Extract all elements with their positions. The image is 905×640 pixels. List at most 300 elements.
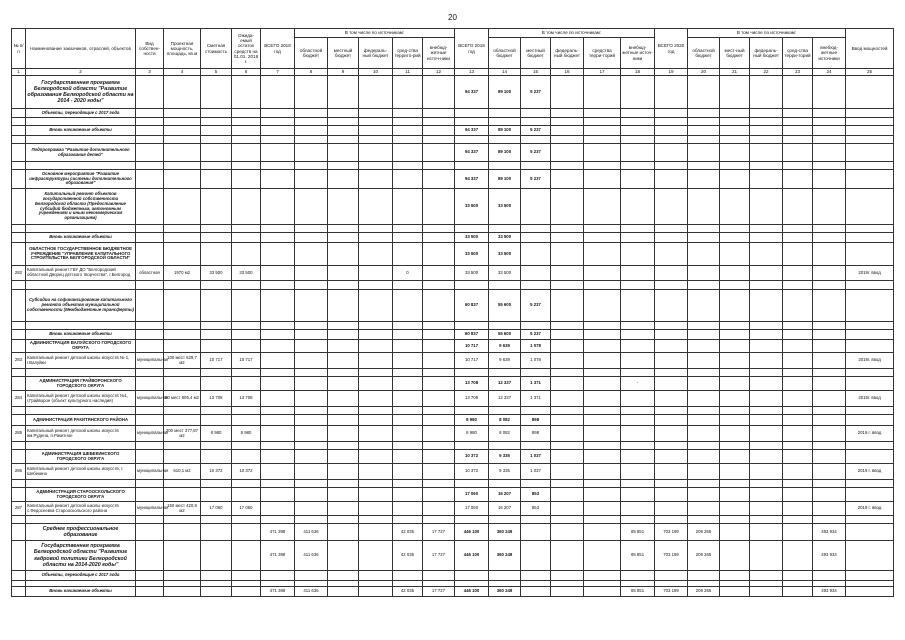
table-cell: Вновь начинаемые объекты <box>26 330 136 340</box>
column-number: 6 <box>232 69 261 76</box>
table-cell <box>720 322 750 330</box>
table-cell <box>846 189 894 225</box>
table-cell <box>846 480 894 488</box>
table-cell <box>584 330 621 340</box>
table-cell <box>750 144 783 162</box>
table-cell: Вновь начинаемые объекты <box>26 587 136 597</box>
table-cell <box>393 502 423 516</box>
table-cell <box>551 340 584 353</box>
header-capacity: Проектная мощность, площадь, кв.м <box>164 29 201 69</box>
table-cell <box>423 162 455 170</box>
table-cell <box>164 243 201 266</box>
table-cell: 13 708 <box>232 391 261 407</box>
table-cell <box>261 266 295 281</box>
table-cell <box>423 189 455 225</box>
table-row <box>12 290 894 322</box>
table-cell: 9 639 <box>489 340 521 353</box>
table-cell <box>295 136 328 144</box>
table-cell: 200 мест 377,87 м2 <box>164 426 201 442</box>
table-cell <box>783 76 813 109</box>
table-cell <box>359 243 393 266</box>
header-s2020-regional: областной бюджет <box>688 38 720 69</box>
table-cell: Капитальный ремонт детской школы искусств им.Рудена, п.Ракитное <box>26 426 136 442</box>
table-cell: 1 037 <box>521 450 551 464</box>
table-cell <box>551 587 584 597</box>
table-cell <box>584 144 621 162</box>
table-cell <box>359 126 393 136</box>
table-cell: 360 249 <box>489 587 521 597</box>
table-cell <box>328 353 359 369</box>
table-cell <box>423 391 455 407</box>
header-total-2019: ВСЕГО 2019 год <box>455 29 489 69</box>
table-cell <box>261 330 295 340</box>
table-cell <box>136 377 164 391</box>
table-cell <box>783 136 813 144</box>
table-cell <box>521 233 551 243</box>
table-cell <box>688 391 720 407</box>
table-cell <box>201 162 232 170</box>
table-cell <box>655 162 688 170</box>
table-cell <box>489 516 521 524</box>
table-cell: муниципальная <box>136 464 164 480</box>
table-cell <box>328 488 359 502</box>
column-number: 4 <box>164 69 201 76</box>
table-cell <box>393 464 423 480</box>
table-cell <box>12 415 26 426</box>
table-cell <box>393 516 423 524</box>
column-number: 9 <box>328 69 359 76</box>
table-cell <box>328 377 359 391</box>
table-row <box>12 118 894 126</box>
table-cell <box>813 266 846 281</box>
table-row <box>12 109 894 118</box>
header-cost: Сметная стоимость <box>201 29 232 69</box>
table-cell <box>261 281 295 290</box>
table-cell <box>201 330 232 340</box>
column-number: 2 <box>26 69 136 76</box>
header-s2020-federal: федераль-ный бюджет <box>750 38 783 69</box>
table-cell <box>423 407 455 415</box>
table-cell <box>584 442 621 450</box>
table-cell <box>846 170 894 189</box>
table-cell: 33 500 <box>201 266 232 281</box>
table-row <box>12 450 894 464</box>
table-cell <box>846 587 894 597</box>
table-cell <box>201 541 232 571</box>
table-cell <box>359 266 393 281</box>
table-cell <box>846 442 894 450</box>
table-cell <box>26 118 136 126</box>
table-cell: 17 060 <box>232 502 261 516</box>
table-cell <box>455 516 489 524</box>
table-cell: 10 717 <box>455 340 489 353</box>
page-number: 20 <box>448 13 457 22</box>
table-cell <box>328 571 359 581</box>
table-cell <box>813 426 846 442</box>
column-number: 14 <box>489 69 521 76</box>
table-cell <box>521 480 551 488</box>
table-cell <box>393 243 423 266</box>
table-cell: АДМИНИСТРАЦИЯ ШЕБЕКИНСКОГО ГОРОДСКОГО ОКРУГА <box>26 450 136 464</box>
table-cell: 10 372 <box>455 450 489 464</box>
table-cell <box>551 442 584 450</box>
table-cell <box>584 233 621 243</box>
table-cell <box>621 109 655 118</box>
table-cell <box>393 330 423 340</box>
table-cell <box>584 480 621 488</box>
table-cell: Объекты, переходящие с 2017 года <box>26 571 136 581</box>
table-cell <box>584 170 621 189</box>
table-cell <box>720 426 750 442</box>
table-cell <box>295 144 328 162</box>
table-cell <box>846 369 894 377</box>
table-cell <box>136 290 164 322</box>
table-cell <box>12 442 26 450</box>
table-cell: 360 249 <box>489 524 521 541</box>
table-cell <box>846 524 894 541</box>
table-cell <box>359 322 393 330</box>
table-cell: 17 060 <box>455 488 489 502</box>
table-cell <box>359 426 393 442</box>
table-cell <box>359 340 393 353</box>
table-cell <box>232 76 261 109</box>
table-cell <box>521 109 551 118</box>
table-cell <box>295 126 328 136</box>
table-cell <box>783 330 813 340</box>
table-cell <box>423 109 455 118</box>
table-cell <box>750 290 783 322</box>
table-cell <box>720 290 750 322</box>
table-cell <box>261 162 295 170</box>
table-cell <box>261 109 295 118</box>
table-cell <box>423 442 455 450</box>
table-cell <box>232 322 261 330</box>
table-cell <box>846 225 894 233</box>
table-cell: 42 035 <box>393 587 423 597</box>
table-cell <box>688 340 720 353</box>
table-cell: 100 мест 629,7 м2 <box>164 353 201 369</box>
table-cell: 610,1 м2 <box>164 464 201 480</box>
table-cell <box>328 118 359 126</box>
table-cell <box>521 571 551 581</box>
table-cell <box>136 322 164 330</box>
table-cell <box>201 415 232 426</box>
table-cell <box>423 322 455 330</box>
table-cell: 1 371 <box>521 377 551 391</box>
table-cell <box>584 488 621 502</box>
table-cell <box>720 587 750 597</box>
table-cell: 8 082 <box>489 426 521 442</box>
table-cell: 94 337 <box>455 170 489 189</box>
table-cell <box>750 353 783 369</box>
table-cell <box>783 480 813 488</box>
table-cell <box>136 281 164 290</box>
table-cell <box>783 464 813 480</box>
table-cell <box>232 450 261 464</box>
table-cell <box>720 516 750 524</box>
table-cell <box>295 225 328 233</box>
column-number: 23 <box>783 69 813 76</box>
table-cell <box>551 170 584 189</box>
table-cell <box>783 369 813 377</box>
column-number: 1 <box>12 69 26 76</box>
table-cell <box>12 369 26 377</box>
table-cell: 17 727 <box>423 587 455 597</box>
table-cell <box>521 516 551 524</box>
table-cell <box>12 407 26 415</box>
table-cell <box>359 118 393 126</box>
table-cell <box>655 170 688 189</box>
table-cell <box>846 109 894 118</box>
table-cell <box>655 322 688 330</box>
table-cell <box>688 243 720 266</box>
table-cell <box>12 76 26 109</box>
table-cell <box>359 225 393 233</box>
table-cell <box>12 516 26 524</box>
table-cell <box>813 162 846 170</box>
table-cell <box>136 571 164 581</box>
table-cell <box>655 290 688 322</box>
table-cell: 13 708 <box>455 377 489 391</box>
table-cell <box>813 450 846 464</box>
table-cell <box>359 377 393 391</box>
table-cell <box>359 162 393 170</box>
table-cell <box>164 524 201 541</box>
table-cell <box>621 442 655 450</box>
table-cell: Вновь начинаемые объекты <box>26 126 136 136</box>
table-cell: 33 500 <box>489 233 521 243</box>
table-cell <box>12 450 26 464</box>
table-cell <box>783 340 813 353</box>
table-cell <box>720 162 750 170</box>
table-cell <box>393 391 423 407</box>
column-number: 15 <box>521 69 551 76</box>
table-cell <box>688 426 720 442</box>
table-cell <box>328 126 359 136</box>
table-cell: 5 237 <box>521 330 551 340</box>
table-cell <box>750 415 783 426</box>
table-cell <box>813 330 846 340</box>
table-cell: муниципальная <box>136 502 164 516</box>
table-cell <box>846 415 894 426</box>
table-cell <box>783 322 813 330</box>
table-cell <box>295 450 328 464</box>
table-cell <box>295 391 328 407</box>
table-row <box>12 480 894 488</box>
table-cell <box>750 136 783 144</box>
table-cell <box>813 464 846 480</box>
table-cell <box>359 502 393 516</box>
table-cell <box>201 233 232 243</box>
table-cell <box>750 162 783 170</box>
table-cell <box>359 407 393 415</box>
table-cell <box>232 109 261 118</box>
table-cell <box>655 340 688 353</box>
table-cell: 94 337 <box>455 144 489 162</box>
table-cell <box>201 407 232 415</box>
table-cell <box>584 76 621 109</box>
table-cell <box>584 524 621 541</box>
table-cell <box>393 225 423 233</box>
table-cell <box>720 415 750 426</box>
table-cell <box>551 391 584 407</box>
table-cell <box>621 480 655 488</box>
header-s2018-local: местный бюджет <box>328 38 359 69</box>
table-cell <box>584 118 621 126</box>
table-cell <box>328 225 359 233</box>
table-cell <box>621 170 655 189</box>
table-row <box>12 369 894 377</box>
table-cell <box>359 516 393 524</box>
table-cell <box>655 502 688 516</box>
table-cell <box>551 109 584 118</box>
table-cell: 5 237 <box>521 126 551 136</box>
table-cell: 89 100 <box>489 126 521 136</box>
table-cell: Капитальный ремонт детской школы искусств № 1, г.Валуйки <box>26 353 136 369</box>
table-cell <box>393 118 423 126</box>
table-cell <box>813 353 846 369</box>
table-cell <box>295 330 328 340</box>
table-cell <box>688 516 720 524</box>
table-cell <box>232 369 261 377</box>
table-cell <box>201 225 232 233</box>
table-cell <box>551 281 584 290</box>
table-cell <box>720 450 750 464</box>
table-cell <box>688 266 720 281</box>
table-cell: 1 078 <box>521 340 551 353</box>
table-cell <box>328 281 359 290</box>
table-cell <box>551 126 584 136</box>
table-cell <box>584 266 621 281</box>
table-cell <box>393 353 423 369</box>
table-cell <box>359 369 393 377</box>
table-cell <box>489 322 521 330</box>
table-cell <box>720 353 750 369</box>
column-number: 24 <box>813 69 846 76</box>
table-cell <box>621 118 655 126</box>
table-cell <box>232 118 261 126</box>
table-cell <box>261 426 295 442</box>
table-header <box>12 29 894 76</box>
table-cell <box>750 571 783 581</box>
table-cell <box>423 76 455 109</box>
table-cell <box>551 541 584 571</box>
table-cell <box>232 136 261 144</box>
table-cell <box>720 266 750 281</box>
table-cell <box>423 571 455 581</box>
table-cell <box>393 322 423 330</box>
header-ownership: Вид собствен-ности <box>136 29 164 69</box>
table-cell <box>813 340 846 353</box>
table-row <box>12 322 894 330</box>
table-cell: 471 398 <box>261 524 295 541</box>
table-cell <box>551 233 584 243</box>
table-cell <box>813 407 846 415</box>
table-cell <box>813 415 846 426</box>
table-cell <box>551 488 584 502</box>
table-cell <box>688 162 720 170</box>
table-cell: Государственная программа Белгородской области "Развитие образования Белгородской области на 2014 - 2020 годы" <box>26 76 136 109</box>
table-cell <box>26 369 136 377</box>
table-cell <box>655 571 688 581</box>
table-cell: 8 980 <box>201 426 232 442</box>
table-cell <box>423 136 455 144</box>
table-cell: 10 717 <box>201 353 232 369</box>
table-cell <box>489 225 521 233</box>
table-cell: муниципальная <box>136 391 164 407</box>
table-cell <box>655 480 688 488</box>
table-cell <box>295 281 328 290</box>
table-cell <box>750 189 783 225</box>
table-cell <box>328 516 359 524</box>
table-cell <box>846 243 894 266</box>
table-cell: 33 500 <box>232 266 261 281</box>
table-cell <box>393 170 423 189</box>
table-cell <box>720 233 750 243</box>
table-cell <box>750 464 783 480</box>
table-cell <box>655 136 688 144</box>
table-cell <box>328 541 359 571</box>
table-cell <box>359 281 393 290</box>
table-cell <box>813 281 846 290</box>
table-row <box>12 502 894 516</box>
table-cell <box>295 516 328 524</box>
table-cell <box>521 225 551 233</box>
table-cell <box>688 353 720 369</box>
table-cell <box>423 502 455 516</box>
header-total-2020: ВСЕГО 2020 год <box>655 29 688 69</box>
table-cell: 13 708 <box>455 391 489 407</box>
table-cell: Субсидии на софинансирование капитального ремонта объектов муниципальной собственности (Межбюджетные трансферты) <box>26 290 136 322</box>
table-cell: 1 037 <box>521 464 551 480</box>
table-cell: 42 035 <box>393 541 423 571</box>
table-cell <box>201 442 232 450</box>
table-cell <box>783 524 813 541</box>
table-cell <box>688 377 720 391</box>
table-cell <box>423 266 455 281</box>
table-cell <box>720 330 750 340</box>
table-cell <box>551 189 584 225</box>
header-s2020-extrabudget: внебюд-жетные источники <box>813 38 846 69</box>
table-row <box>12 407 894 415</box>
table-cell: 9 335 <box>489 450 521 464</box>
table-cell <box>688 322 720 330</box>
table-cell <box>12 290 26 322</box>
table-cell <box>328 587 359 597</box>
table-cell: 33 500 <box>455 189 489 225</box>
table-cell <box>26 225 136 233</box>
table-cell <box>136 233 164 243</box>
table-cell <box>783 516 813 524</box>
table-cell <box>261 126 295 136</box>
table-cell <box>328 415 359 426</box>
table-row <box>12 76 894 109</box>
table-cell <box>783 442 813 450</box>
table-cell <box>584 571 621 581</box>
table-cell <box>621 464 655 480</box>
table-cell <box>783 189 813 225</box>
table-cell: 8 980 <box>232 426 261 442</box>
table-cell <box>201 571 232 581</box>
table-cell <box>295 369 328 377</box>
table-cell <box>621 353 655 369</box>
table-cell <box>393 480 423 488</box>
table-cell <box>393 76 423 109</box>
table-cell <box>232 488 261 502</box>
table-cell <box>261 415 295 426</box>
header-s2018-regional: областной бюджет <box>295 38 328 69</box>
table-cell: 287 <box>12 502 26 516</box>
